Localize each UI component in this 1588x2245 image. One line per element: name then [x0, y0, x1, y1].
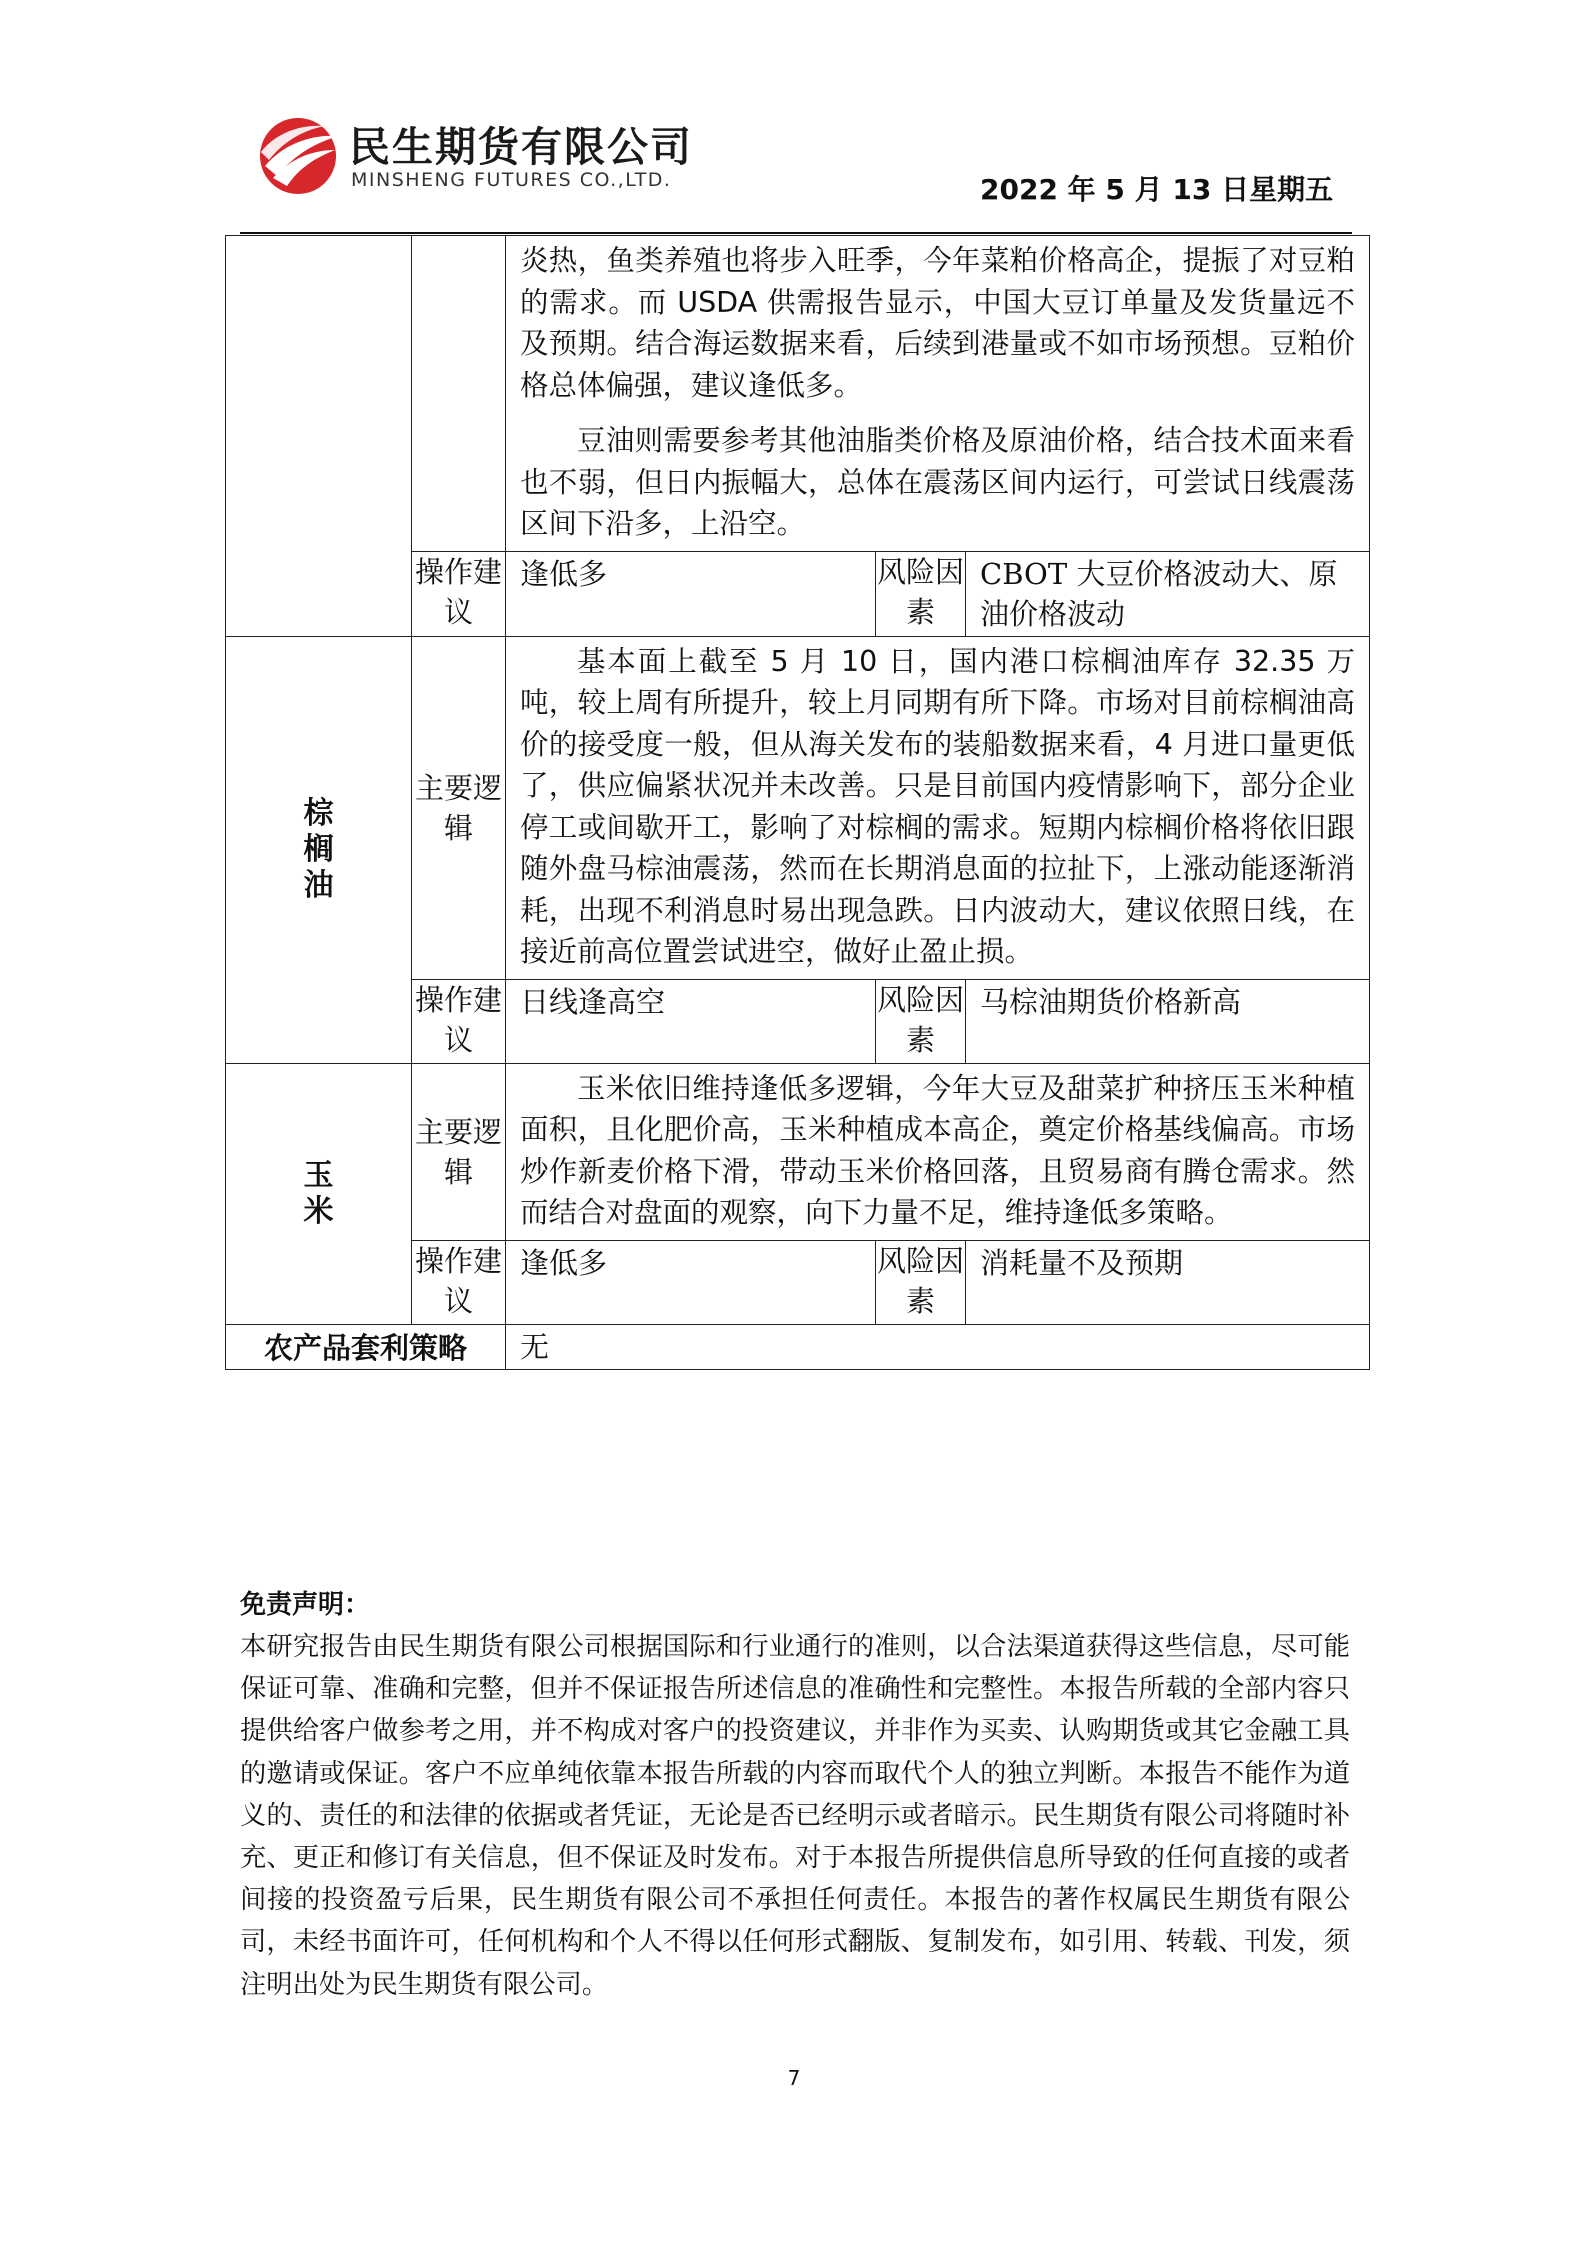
table-row — [226, 1063, 1370, 1240]
corn-op-value: 逢低多 — [506, 1240, 876, 1324]
palm-risk-label: 风险因素 — [876, 979, 966, 1063]
company-logo — [255, 112, 735, 202]
page-header — [0, 0, 1588, 240]
corn-logic-text: 玉米依旧维持逢低多逻辑，今年大豆及甜菜扩种挤压玉米种植面积，且化肥价高，玉米种植成本高企，奠定价格基线偏高。市场炒作新麦价格下滑，带动玉米价格回落，且贸易商有腾仓需求。然而结合对盘面的观察，向下力量不足，维持逢低多策略。 — [520, 1071, 1355, 1229]
table-row — [226, 636, 1370, 979]
palm-op-value: 日线逢高空 — [506, 979, 876, 1063]
corn-category-cell — [226, 1063, 412, 1324]
disclaimer-title: 免责声明： — [240, 1590, 371, 1620]
soy-logic-cell — [506, 236, 1370, 552]
minsheng-logo-icon — [255, 112, 341, 198]
palm-logic-text: 基本面上截至 5 月 10 日，国内港口棕榈油库存 32.35 万吨，较上周有所提升，较上月同期有所下降。市场对目前棕榈油高价的接受度一般，但从海关发布的装船数据来看，4 月进口量更低了，供应偏紧状况并未改善。只是目前国内疫情影响下，部分企业停工或间歇开工，影响了对棕榈的需求。短期内棕榈价格将依旧跟随外盘马棕油震荡，然而在长期消息面的拉扯下，上涨动能逐渐消耗，出现不利消息时易出现急跌。日内波动大，建议依照日线，在接近前高位置尝试进空，做好止盈止损。 — [520, 644, 1355, 968]
soy-op-value: 逢低多 — [506, 551, 876, 636]
corn-category-label: 玉米 — [303, 1157, 334, 1229]
soy-logic-para2: 豆油则需要参考其他油脂类价格及原油价格，结合技术面来看也不弱，但日内振幅大，总体在震荡区间内运行，可尝试日线震荡区间下沿多，上沿空。 — [520, 424, 1355, 540]
table-row — [226, 236, 1370, 552]
disclaimer — [240, 1586, 1350, 2006]
soy-logic-label-cell — [412, 236, 506, 552]
header-rule — [240, 232, 1352, 234]
palm-op-label: 操作建议 — [412, 979, 506, 1063]
soy-category-cell — [226, 236, 412, 637]
report-date: 2022 年 5 月 13 日星期五 — [980, 173, 1334, 206]
soy-op-label: 操作建议 — [412, 551, 506, 636]
soy-risk-value: CBOT 大豆价格波动大、原油价格波动 — [966, 551, 1370, 636]
table-row — [226, 1324, 1370, 1369]
disclaimer-body: 本研究报告由民生期货有限公司根据国际和行业通行的准则，以合法渠道获得这些信息，尽可能保证可靠、准确和完整，但并不保证报告所述信息的准确性和完整性。本报告所载的全部内容只提供给客户做参考之用，并不构成对客户的投资建议，并非作为买卖、认购期货或其它金融工具的邀请或保证。客户不应单纯依靠本报告所载的内容而取代个人的独立判断。本报告不能作为道义的、责任的和法律的依据或者凭证，无论是否已经明示或者暗示。民生期货有限公司将随时补充、更正和修订有关信息，但不保证及时发布。对于本报告所提供信息所导致的任何直接的或者间接的投资盈亏后果，民生期货有限公司不承担任何责任。本报告的著作权属民生期货有限公司，未经书面许可，任何机构和个人不得以任何形式翻版、复制发布，如引用、转载、刊发，须注明出处为民生期货有限公司。 — [240, 1632, 1350, 2000]
palm-category-cell — [226, 636, 412, 1063]
page-number: 7 — [787, 2066, 801, 2090]
palm-category-label: 棕榈油 — [303, 795, 334, 903]
soy-risk-label: 风险因素 — [876, 551, 966, 636]
corn-risk-value: 消耗量不及预期 — [966, 1240, 1370, 1324]
corn-op-label: 操作建议 — [412, 1240, 506, 1324]
arbitrage-value: 无 — [506, 1324, 1370, 1369]
company-name-cn: 民生期货有限公司 — [349, 123, 693, 171]
company-name-en: MINSHENG FUTURES CO.,LTD. — [351, 169, 672, 191]
soy-logic-para1: 炎热，鱼类养殖也将步入旺季，今年菜粕价格高企，提振了对豆粕的需求。而 USDA 供需报告显示，中国大豆订单量及发货量远不及预期。结合海运数据来看，后续到港量或不如市场预想。豆粕价格总体偏强，建议逢低多。 — [520, 244, 1355, 402]
palm-logic-label: 主要逻辑 — [412, 636, 506, 979]
corn-risk-label: 风险因素 — [876, 1240, 966, 1324]
corn-logic-label: 主要逻辑 — [412, 1063, 506, 1240]
corn-logic-cell — [506, 1063, 1370, 1240]
strategy-table — [225, 235, 1370, 1370]
palm-risk-value: 马棕油期货价格新高 — [966, 979, 1370, 1063]
palm-logic-cell — [506, 636, 1370, 979]
arbitrage-label: 农产品套利策略 — [226, 1324, 506, 1369]
